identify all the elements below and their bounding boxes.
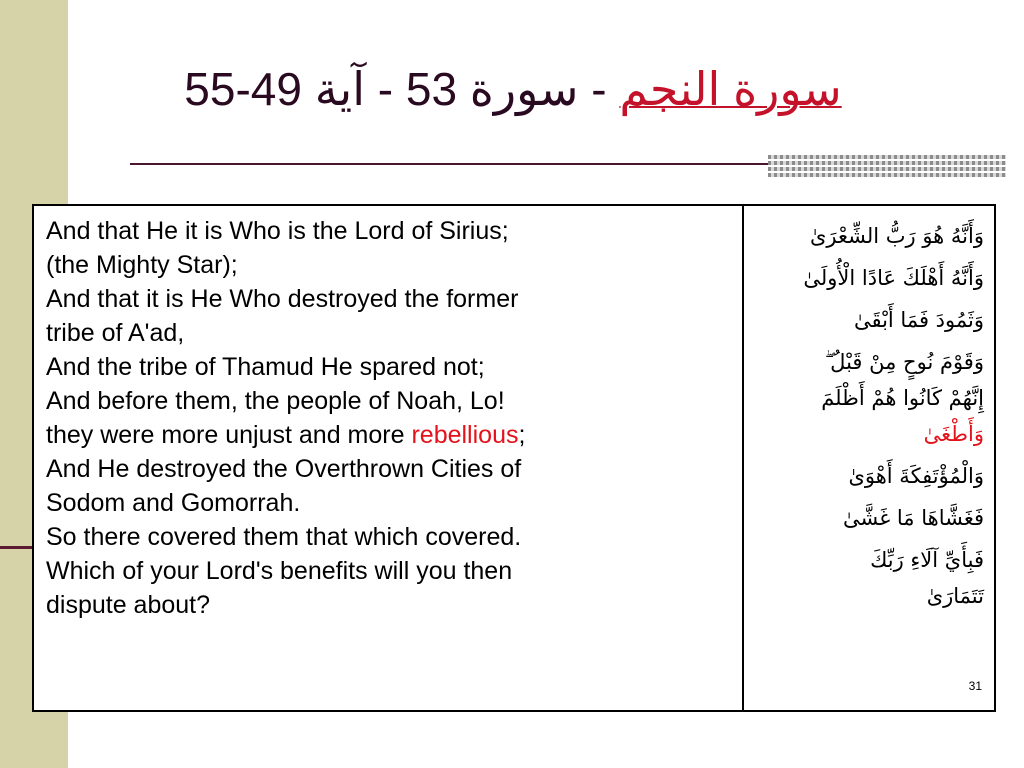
title-reference: - سورة 53 - آية 49-55 xyxy=(184,63,607,115)
english-line: (the Mighty Star); xyxy=(46,251,238,279)
english-line: And He destroyed the Overthrown Cities of xyxy=(46,455,522,483)
verse-table xyxy=(32,204,996,712)
arabic-line: تَتَمَارَىٰ xyxy=(926,584,984,608)
english-line: And the tribe of Thamud He spared not; xyxy=(46,353,485,381)
highlight-word-rebellious: rebellious xyxy=(411,421,519,449)
english-line: Which of your Lord's benefits will you then xyxy=(46,557,513,585)
english-line: dispute about? xyxy=(46,591,211,619)
pattern-strip-4 xyxy=(768,173,1006,177)
english-line: Sodom and Gomorrah. xyxy=(46,489,301,517)
english-translation-cell xyxy=(34,206,744,710)
english-line-punct: ; xyxy=(518,421,526,449)
arabic-line: وَالْمُؤْتَفِكَةَ أَهْوَىٰ xyxy=(848,464,984,488)
pattern-strip-1 xyxy=(768,155,1006,159)
pattern-strip-3 xyxy=(768,167,1006,171)
arabic-text-cell xyxy=(744,206,994,710)
arabic-line: فَبِأَيِّ آلَاءِ رَبِّكَ xyxy=(870,548,984,572)
left-accent-rule xyxy=(0,546,34,549)
english-line: And that He it is Who is the Lord of Sirius; xyxy=(46,217,509,245)
title-sura-name: سورة النجم xyxy=(619,63,842,115)
english-line-text: they were more unjust and more xyxy=(46,421,412,449)
slide-title xyxy=(120,62,906,132)
english-line-highlighted xyxy=(46,418,732,452)
arabic-line: وَأَنَّهُ أَهْلَكَ عَادًا الْأُولَىٰ xyxy=(803,266,984,290)
arabic-line: وَقَوْمَ نُوحٍ مِنْ قَبْلُ ۖ xyxy=(824,350,984,374)
arabic-line: وَثَمُودَ فَمَا أَبْقَىٰ xyxy=(853,308,984,332)
english-line: tribe of A'ad, xyxy=(46,319,185,347)
arabic-line: فَغَشَّاهَا مَا غَشَّىٰ xyxy=(843,506,984,530)
arabic-line: وَأَنَّهُ هُوَ رَبُّ الشِّعْرَىٰ xyxy=(809,224,984,248)
page-number: 31 xyxy=(968,679,982,693)
arabic-line: إِنَّهُمْ كَانُوا هُمْ أَظْلَمَ xyxy=(821,386,984,410)
english-line: So there covered them that which covered. xyxy=(46,523,522,551)
pattern-strip-2 xyxy=(768,161,1006,165)
arabic-highlight-word: وَأَطْغَىٰ xyxy=(923,422,984,446)
english-line: And before them, the people of Noah, Lo! xyxy=(46,387,505,415)
english-line: And that it is He Who destroyed the former xyxy=(46,285,519,313)
